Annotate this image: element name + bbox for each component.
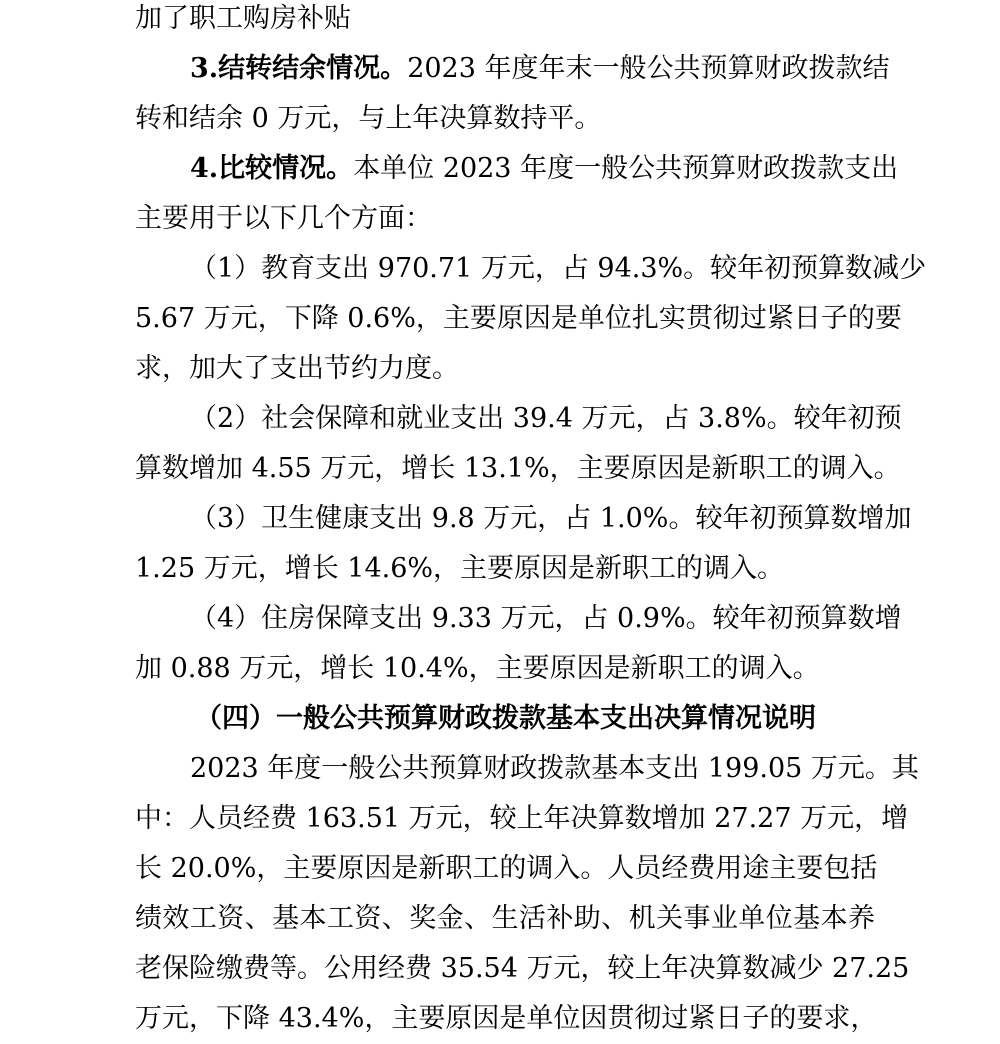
list-item-line: （4）住房保障支出 9.33 万元，占 0.9%。较年初预算数增: [190, 603, 902, 634]
list-item-line: 求，加大了支出节约力度。: [135, 353, 459, 384]
section-heading: 3.结转结余情况。: [190, 53, 408, 84]
paragraph-line: 万元，下降 43.4%，主要原因是单位因贯彻过紧日子的要求，: [135, 1003, 878, 1034]
paragraph-line: 2023 年度一般公共预算财政拨款基本支出 199.05 万元。其: [190, 753, 919, 784]
list-item-line: 加 0.88 万元，增长 10.4%，主要原因是新职工的调入。: [135, 653, 820, 684]
paragraph-line: 老保险缴费等。公用经费 35.54 万元，较上年决算数减少 27.25: [135, 953, 910, 984]
paragraph-line: 转和结余 0 万元，与上年决算数持平。: [135, 103, 602, 134]
paragraph-line: 中：人员经费 163.51 万元，较上年决算数增加 27.27 万元，增: [135, 803, 909, 834]
list-item-line: （3）卫生健康支出 9.8 万元，占 1.0%。较年初预算数增加: [190, 503, 912, 534]
paragraph-line: [190, 44, 890, 94]
paragraph-text: 2023 年度年末一般公共预算财政拨款结: [407, 53, 890, 84]
list-item-line: 1.25 万元，增长 14.6%，主要原因是新职工的调入。: [135, 553, 785, 584]
section-heading: 4.比较情况。: [190, 153, 354, 184]
paragraph-line: 长 20.0%，主要原因是新职工的调入。人员经费用途主要包括: [135, 853, 878, 884]
list-item-line: 算数增加 4.55 万元，增长 13.1%，主要原因是新职工的调入。: [135, 453, 901, 484]
paragraph-text: 本单位 2023 年度一般公共预算财政拨款支出: [353, 153, 899, 184]
list-item-line: （1）教育支出 970.71 万元，占 94.3%。较年初预算数减少: [190, 253, 927, 284]
paragraph-line: 加了职工购房补贴: [135, 3, 351, 34]
paragraph-line: 主要用于以下几个方面：: [135, 203, 432, 234]
paragraph-line: 绩效工资、基本工资、奖金、生活补助、机关事业单位基本养: [135, 903, 875, 934]
section-title: （四）一般公共预算财政拨款基本支出决算情况说明: [195, 703, 816, 734]
list-item-line: 5.67 万元，下降 0.6%，主要原因是单位扎实贯彻过紧日子的要: [135, 303, 902, 334]
list-item-line: （2）社会保障和就业支出 39.4 万元，占 3.8%。较年初预: [190, 403, 902, 434]
paragraph-line: [190, 144, 899, 194]
